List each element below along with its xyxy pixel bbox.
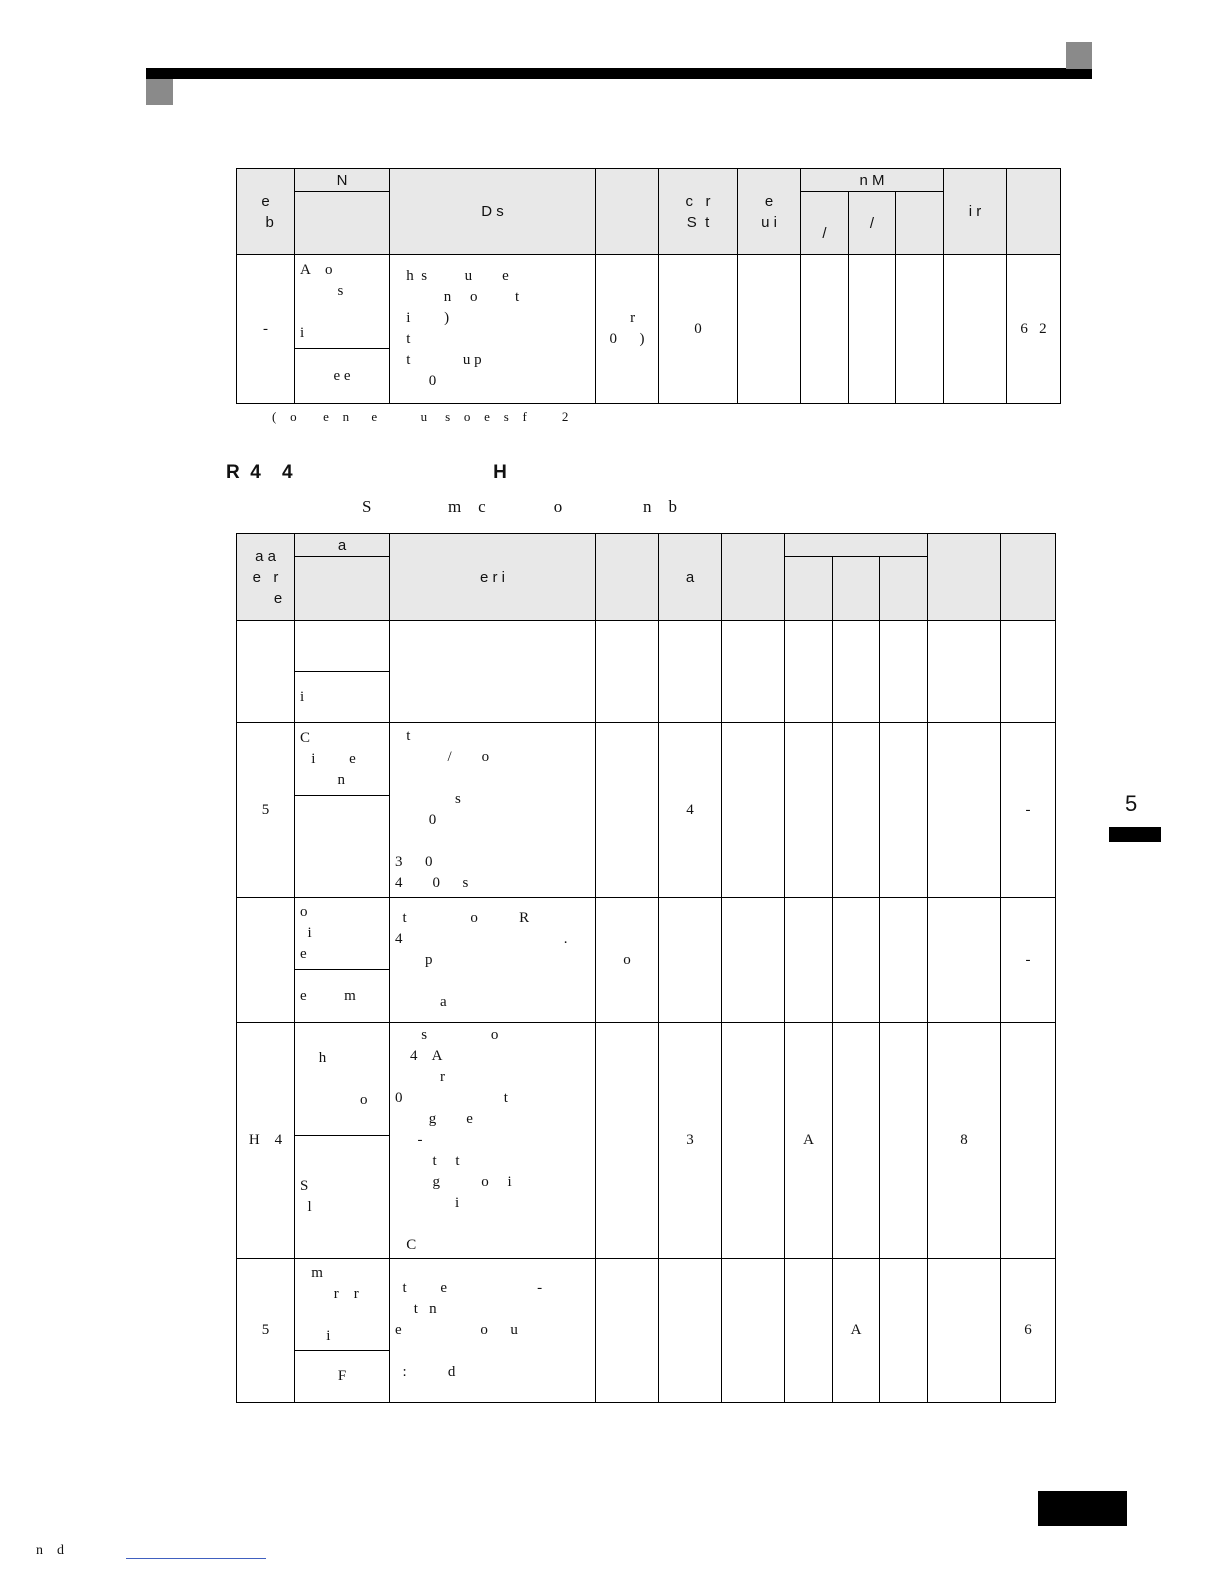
table-cell-register [944, 255, 1007, 404]
table-cell-mode-3 [880, 723, 928, 898]
table-cell-mode-3 [880, 898, 928, 1023]
header-factory-setting: c r S t [659, 169, 738, 255]
table-cell-setting-range [596, 1023, 659, 1259]
table-cell-change [722, 1023, 785, 1259]
header-mode-2 [833, 557, 880, 621]
header-change-during-operation: e u i [738, 169, 801, 255]
table-cell-register [928, 621, 1001, 723]
table-cell-change [722, 898, 785, 1023]
header-mode-2: / [849, 192, 896, 255]
header-mode-3 [880, 557, 928, 621]
table-cell-register [928, 898, 1001, 1023]
table-cell-setting-range [596, 723, 659, 898]
table-cell-mode-1 [785, 723, 833, 898]
header-control-modes: n M [801, 169, 944, 192]
chapter-number: 5 [1125, 791, 1138, 816]
table-cell-name-display: e e [295, 349, 390, 404]
table-cell-change [722, 621, 785, 723]
table-cell-factory [659, 621, 722, 723]
table-cell-setting-range [596, 621, 659, 723]
header-param-no: a a e r e [237, 534, 295, 621]
table-cell-name: C i e n [295, 723, 390, 796]
header-register [928, 534, 1001, 621]
footer-link-underline[interactable] [126, 1558, 266, 1559]
table-cell-description: s o 4 A r 0 t g e - t t g o i i C [390, 1023, 596, 1259]
section-heading: R 4 4 H [226, 462, 507, 483]
table-cell-description: t / o s 0 3 0 4 0 s [390, 723, 596, 898]
header-square-left [146, 79, 173, 105]
header-mode-1: / [801, 192, 849, 255]
table-cell-change [738, 255, 801, 404]
table-cell-description [390, 621, 596, 723]
table-cell-mode-1 [785, 1259, 833, 1403]
table-cell-param-no [237, 621, 295, 723]
table-cell-name-display: S l [295, 1136, 390, 1259]
table-cell-factory: 0 [659, 255, 738, 404]
table-cell-param-no [237, 898, 295, 1023]
table-cell-factory: 4 [659, 723, 722, 898]
table-cell-register: 8 [928, 1023, 1001, 1259]
header-mode-1 [785, 557, 833, 621]
header-description: D s [390, 169, 596, 255]
table-cell-name: m r r i [295, 1259, 390, 1351]
table-cell-mode-1 [785, 621, 833, 723]
table-cell-mode-3 [880, 1259, 928, 1403]
parameter-table-1 [236, 168, 1061, 404]
table-cell-factory: 3 [659, 1023, 722, 1259]
table-cell-description: t o R 4 . p a [390, 898, 596, 1023]
table-cell-mode-2 [833, 898, 880, 1023]
table-cell-name: h o [295, 1023, 390, 1136]
table-cell-factory [659, 1259, 722, 1403]
table-cell-page: 6 [1001, 1259, 1056, 1403]
table-cell-description: t e - t n e o u : d [390, 1259, 596, 1403]
header-page [1007, 169, 1061, 255]
table-footnote: ( o e n e u s o e s f 2 [272, 409, 570, 424]
parameter-table-2 [236, 533, 1056, 1403]
table-cell-name-display: e m [295, 970, 390, 1023]
table-cell-mode-2 [833, 1023, 880, 1259]
header-register: i r [944, 169, 1007, 255]
header-setting-range [596, 534, 659, 621]
table-cell-page [1001, 1023, 1056, 1259]
header-square-right [1066, 42, 1092, 69]
table-cell-change [722, 723, 785, 898]
header-name-sub [295, 192, 390, 255]
table-cell-setting-range: r 0 ) [596, 255, 659, 404]
header-name: a [295, 534, 390, 557]
table-cell-param-no: - [237, 255, 295, 404]
chapter-tab-bar [1109, 827, 1161, 842]
table-cell-name-display [295, 796, 390, 898]
table-cell-register [928, 723, 1001, 898]
header-rule [146, 68, 1092, 79]
table-cell-setting-range [596, 1259, 659, 1403]
header-control-modes [785, 534, 928, 557]
page-number-box [1038, 1491, 1127, 1526]
header-change-during-operation [722, 534, 785, 621]
table-cell-param-no: H 4 [237, 1023, 295, 1259]
table-cell-mode-3 [880, 621, 928, 723]
table-cell-name-display: i [295, 672, 390, 723]
table-cell-mode-3 [896, 255, 944, 404]
table-cell-name [295, 621, 390, 672]
table-cell-param-no: 5 [237, 1259, 295, 1403]
table-cell-name-display: F [295, 1351, 390, 1403]
table-cell-name: A o s i [295, 255, 390, 349]
table-cell-mode-2 [849, 255, 896, 404]
footer-text: n d [36, 1543, 64, 1558]
header-mode-3 [896, 192, 944, 255]
header-name: N [295, 169, 390, 192]
header-param-no: e b [237, 169, 295, 255]
table-cell-page: 6 2 [1007, 255, 1061, 404]
section-subline: S m c o n b [362, 497, 677, 516]
table-cell-description: h s u e n o t i ) t t u p 0 [390, 255, 596, 404]
header-setting-range [596, 169, 659, 255]
table-cell-name: o i e [295, 898, 390, 970]
header-page [1001, 534, 1056, 621]
table-cell-mode-1 [785, 898, 833, 1023]
table-cell-mode-3 [880, 1023, 928, 1259]
header-name-sub [295, 557, 390, 621]
table-cell-mode-2 [833, 723, 880, 898]
header-factory-setting: a [659, 534, 722, 621]
table-cell-page [1001, 621, 1056, 723]
table-cell-mode-1: A [785, 1023, 833, 1259]
header-description: e r i [390, 534, 596, 621]
table-cell-factory [659, 898, 722, 1023]
table-cell-page: - [1001, 898, 1056, 1023]
table-cell-register [928, 1259, 1001, 1403]
table-cell-change [722, 1259, 785, 1403]
table-cell-setting-range: o [596, 898, 659, 1023]
table-cell-param-no: 5 [237, 723, 295, 898]
table-cell-mode-2 [833, 621, 880, 723]
table-cell-mode-2: A [833, 1259, 880, 1403]
table-cell-mode-1 [801, 255, 849, 404]
table-cell-page: - [1001, 723, 1056, 898]
